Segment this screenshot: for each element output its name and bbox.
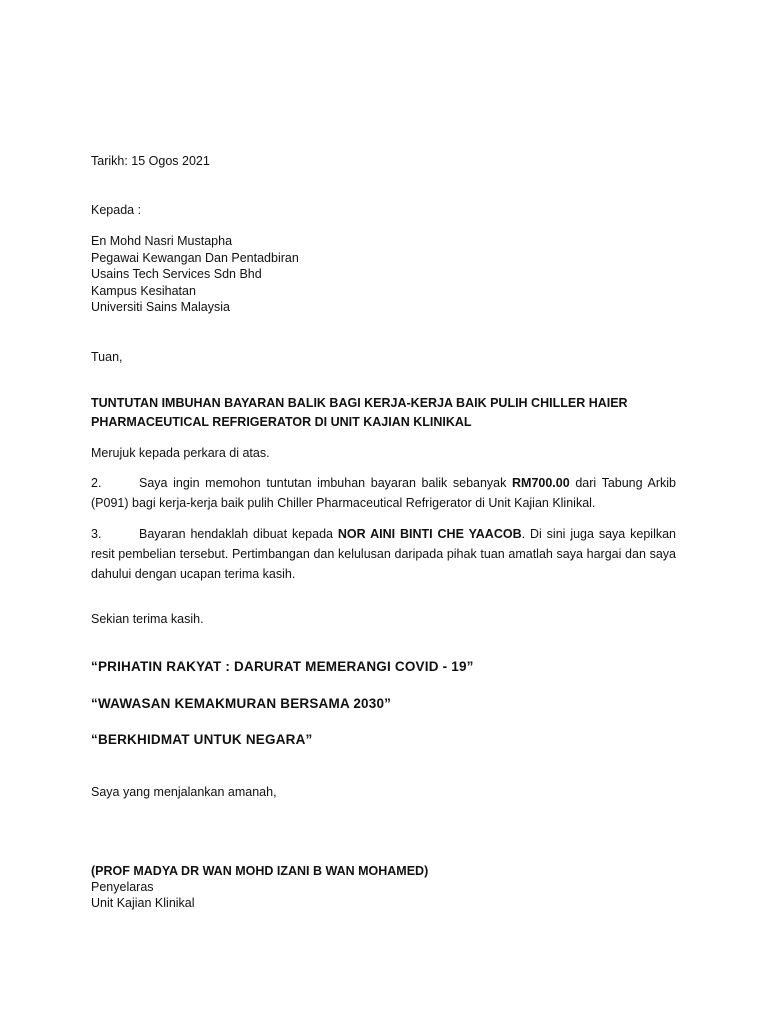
recipient-address	[91, 233, 299, 316]
recipient-company: Usains Tech Services Sdn Bhd	[91, 267, 262, 281]
recipient-campus: Kampus Kesihatan	[91, 283, 196, 298]
paragraph-3-text-a: Bayaran hendaklah dibuat kepada	[139, 527, 338, 541]
paragraph-2-text-b: dari Tabung Arkib (P091) bagi kerja-kerja baik pulih Chiller Pharmaceutical Refrigerator di Unit Kajian Klinikal.	[91, 476, 676, 510]
paragraph-3-text-b: . Di sini juga saya kepilkan resit pembelian tersebut. Pertimbangan dan kelulusan daripada pihak tuan amatlah saya hargai dan saya dahului dengan ucapan terima kasih.	[91, 527, 677, 581]
salutation: Tuan,	[91, 350, 123, 364]
closing-line: Sekian terima kasih.	[91, 612, 204, 626]
signatory-unit: Unit Kajian Klinikal	[91, 896, 195, 910]
letter-date: Tarikh: 15 Ogos 2021	[91, 154, 210, 168]
payee-name: NOR AINI BINTI CHE YAACOB	[337, 527, 522, 541]
motto-covid: “PRIHATIN RAKYAT : DARURAT MEMERANGI COVID - 19”	[91, 659, 474, 674]
motto-berkhidmat: “BERKHIDMAT UNTUK NEGARA”	[91, 732, 313, 747]
claim-amount: RM700.00	[512, 476, 570, 490]
paragraph-2	[91, 473, 676, 513]
recipient-position: Pegawai Kewangan Dan Pentadbiran	[91, 250, 299, 265]
recipient-name: En Mohd Nasri Mustapha	[91, 234, 233, 248]
paragraph-2-text-a: Saya ingin memohon tuntutan imbuhan bayaran balik sebanyak	[139, 476, 513, 490]
subject-line-1: TUNTUTAN IMBUHAN BAYARAN BALIK BAGI KERJA-KERJA BAIK PULIH CHILLER HAIER	[91, 396, 628, 410]
signatory-name: (PROF MADYA DR WAN MOHD IZANI B WAN MOHAMED)	[91, 864, 429, 878]
signatory-position: Penyelaras	[91, 880, 154, 894]
subject-line-2: PHARMACEUTICAL REFRIGERATOR DI UNIT KAJIAN KLINIKAL	[91, 415, 472, 429]
paragraph-3	[91, 524, 676, 584]
recipient-university: Universiti Sains Malaysia	[91, 300, 230, 314]
paragraph-2-number: 2.	[91, 476, 102, 490]
reference-line: Merujuk kepada perkara di atas.	[91, 446, 270, 460]
paragraph-3-number: 3.	[91, 527, 102, 541]
recipient-label: Kepada :	[91, 203, 142, 217]
trust-line: Saya yang menjalankan amanah,	[91, 785, 277, 799]
motto-wawasan: “WAWASAN KEMAKMURAN BERSAMA 2030”	[91, 696, 392, 711]
